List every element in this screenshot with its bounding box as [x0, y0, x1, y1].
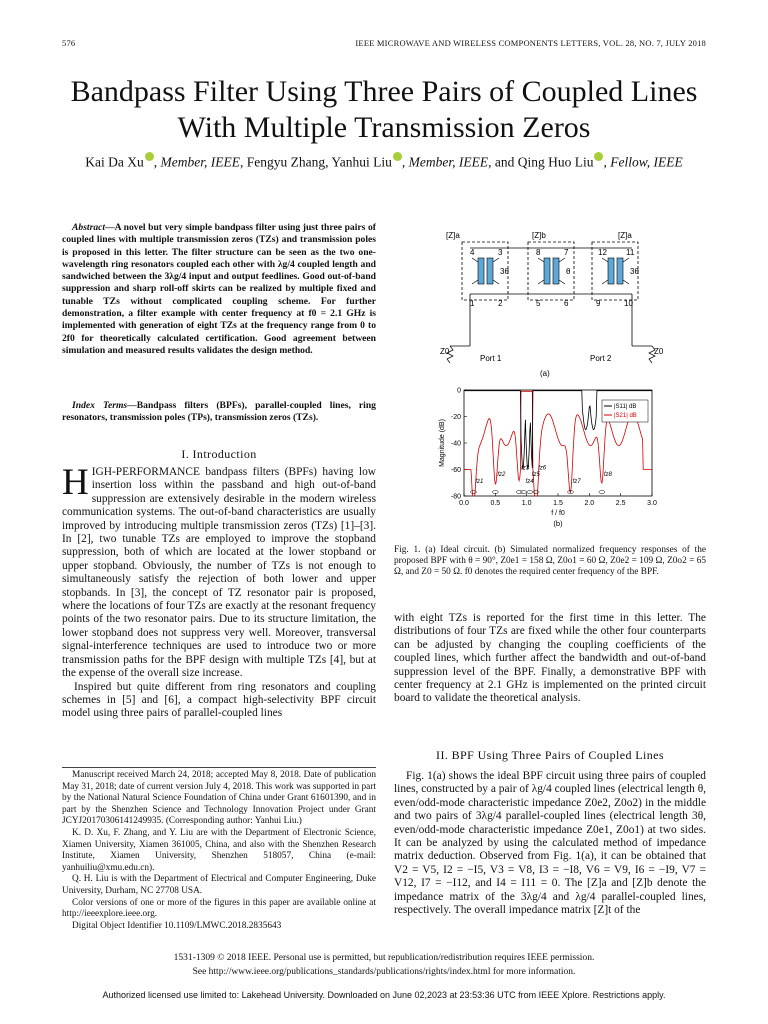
y-tick-label: -60: [450, 467, 461, 474]
footnote: Digital Object Identifier 10.1109/LMWC.2018.2835643: [72, 920, 282, 931]
y-tick-label: -40: [450, 440, 461, 448]
circuit-diagram: [440, 228, 670, 378]
impedance-label: Z0: [654, 347, 664, 356]
y-tick-label: 0: [457, 387, 461, 395]
tz-label: fz4: [525, 478, 534, 485]
abstract: [62, 222, 376, 357]
drop-cap: H: [62, 462, 89, 503]
section-heading: I. Introduction: [181, 447, 257, 461]
index-terms-text: —Bandpass filters (BPFs), parallel-coupled lines, ring resonators, transmission poles (TPs), transmission zeros (TZs).: [62, 400, 376, 424]
intro-paragraph: IGH-PERFORMANCE bandpass filters (BPFs) having low insertion loss within the passband and high out-of-band suppression are extensively desirable in the modern wireless communication systems. The out-of-band characteristics are usually improved by introducing multiple transmission zeros (TZs) [1]–[3]. In [2], two tunable TZs are employed to improve the stopband suppression, both of which are located at the lower stopband or upper stopband. Obviously, the number of TZs is not enough to simultaneously satisfy the rejection of both lower and upper stopbands. In [3], the concept of TZ resonator pair is proposed, where the locations of four TZs are exactly at the resonant frequency points of the two resonator pairs. Due to its structure limitation, the lower stopband does not suppress very well. Moreover, transversal signal-interference techniques are used to introduce two or more transmission paths for the BPF design with multiple TZs [4], but at the expense of the overall size increase.: [62, 466, 376, 680]
tz-label: fz3: [521, 465, 530, 472]
footnote: Manuscript received March 24, 2018; accepted May 8, 2018. Date of publication May 31, 2018; date of current version July 4, 2018. This work was supported in part by the National Natural Science Foundation of China under Grant 61601390, and in part by the Shenzhen Science and Technology Innovation Project under Grant JCYJ20170306141249935. (Corresponding author: Yanhui Liu.): [62, 770, 376, 827]
tz-label: fz5: [531, 472, 540, 479]
tz-marker: [599, 491, 605, 494]
legend-label: |S21| dB: [614, 413, 637, 419]
impedance-label: Z0: [440, 347, 450, 356]
introduction: [62, 462, 376, 721]
tz-label: fz7: [572, 478, 581, 485]
journal-header: IEEE MICROWAVE AND WIRELESS COMPONENTS LETTERS, VOL. 28, NO. 7, JULY 2018: [355, 38, 706, 48]
license-note: Authorized licensed use limited to: Lakehead University. Downloaded on June 02,2023 at 23:53:36 UTC from IEEE Xplore. Restrictions apply.: [102, 990, 666, 1000]
author-name: Kai Da Xu: [85, 154, 144, 170]
tz-label: fz8: [603, 472, 612, 479]
paper-title: Bandpass Filter Using Three Pairs of Coupled Lines With Multiple Transmission Zeros: [70, 75, 698, 144]
y-tick-label: -80: [450, 493, 461, 501]
node-label: 8: [536, 248, 541, 257]
node-label: 11: [626, 248, 635, 257]
author-name: , Fengyu Zhang, Yanhui Liu: [240, 154, 392, 170]
tz-label: fz2: [497, 472, 506, 479]
node-label: 10: [624, 299, 633, 308]
y-tick-label: -20: [450, 414, 461, 421]
node-label: 1: [470, 299, 475, 308]
footnote: Color versions of one or more of the figures in this paper are available online at http://ieeexplore.ieee.org.: [62, 897, 376, 920]
author-line: [40, 152, 728, 171]
right-column-text: [394, 770, 706, 917]
footnotes: [62, 767, 376, 932]
rights-link[interactable]: See http://www.ieee.org/publications_standards/publications/rights/index.html for more information.: [192, 967, 576, 977]
x-tick-label: 2.0: [584, 500, 595, 507]
x-tick-label: 0.0: [459, 500, 469, 507]
electrical-length: 3θ: [500, 267, 509, 276]
x-tick-label: 3.0: [647, 500, 657, 507]
matrix-label: [Z]b: [532, 231, 546, 240]
body-paragraph: Fig. 1(a) shows the ideal BPF circuit using three pairs of coupled lines, constructed by a pair of λg/4 coupled lines (electrical length θ, even/odd-mode characteristic impedance Z0e2, Z0o2) in the middle and two pairs of 3λg/4 parallel-coupled lines (electrical length 3θ, even/odd-mode characteristic impedance Z0e1, Z0o1) at two sides. It can be analyzed by using the calculated method of impedance matrix deduction. Observed from Fig. 1(a), it can be obtained that V2 = V5, I2 = −I5, V3 = V8, I3 = −I8, V6 = V9, I6 = −I9, V7 = V12, I7 = −I12, and I4 = I11 = 0. The [Z]a and [Z]b denote the impedance matrix of the 3λg/4 and λg/4 parallel-coupled lines, respectively. The overall impedance matrix [Z]t of the: [394, 770, 706, 917]
node-label: 2: [498, 299, 503, 308]
index-terms: [62, 400, 376, 425]
x-tick-label: 0.5: [490, 500, 501, 507]
x-tick-label: 1.5: [553, 500, 563, 507]
node-label: 6: [564, 299, 569, 308]
section-heading: II. BPF Using Three Pairs of Coupled Lines: [436, 748, 664, 762]
author-name: , and Qing Huo Liu: [488, 154, 594, 170]
frequency-response-chart: [436, 384, 668, 532]
tz-label: fz1: [475, 478, 484, 485]
orcid-icon[interactable]: [145, 152, 154, 161]
node-label: 9: [596, 299, 601, 308]
node-label: 3: [498, 248, 503, 257]
subfigure-label: (a): [540, 369, 550, 378]
electrical-length: 3θ: [630, 267, 639, 276]
footnote: K. D. Xu, F. Zhang, and Y. Liu are with the Department of Electronic Science, Xiamen University, Xiamen 361005, China, and also with the Shenzhen Research Institute, Xiamen University, Shenzhen 518057, China (e-mail: yanhuiliu@xmu.edu.cn).: [62, 827, 376, 873]
legend-label: |S11| dB: [614, 404, 637, 410]
copyright-line: 1531-1309 © 2018 IEEE. Personal use is permitted, but republication/redistribution requires IEEE permission.: [173, 953, 595, 963]
matrix-label: [Z]a: [446, 231, 460, 240]
right-column-text: [394, 612, 706, 706]
abstract-label: Abstract: [72, 222, 106, 233]
tz-marker: [521, 491, 527, 494]
x-tick-label: 1.0: [521, 500, 532, 507]
x-tick-label: 2.5: [615, 500, 626, 507]
author-role: , Fellow, IEEE: [603, 154, 683, 170]
node-label: 5: [536, 299, 541, 308]
node-label: 4: [470, 248, 475, 257]
intro-paragraph: Inspired but quite different from ring resonators and coupling schemes in [5] and [6], a compact high-selectivity BPF circuit model using three pairs of parallel-coupled lines: [62, 680, 376, 720]
footnote: Q. H. Liu is with the Department of Electrical and Computer Engineering, Duke University, Durham, NC 27708 USA.: [62, 874, 376, 896]
subfigure-label: (b): [553, 519, 563, 528]
matrix-label: [Z]a: [618, 231, 632, 240]
author-role: , Member, IEEE: [153, 154, 240, 170]
node-label: 12: [598, 248, 607, 257]
tz-label: fz6: [538, 465, 547, 472]
tz-marker: [527, 491, 533, 494]
index-terms-label: Index Terms: [72, 400, 128, 411]
port-label: Port 2: [590, 354, 612, 363]
page-number: 576: [62, 38, 76, 48]
tz-marker: [470, 491, 476, 494]
abstract-text: —A novel but very simple bandpass filter using just three pairs of coupled lines with multiple transmission zeros (TZs) and transmission poles is proposed in this letter. The filter structure can be seen as the two one-wavelength ring resonators coupled each other with λg/4 coupled length and sandwiched between the 3λg/4 input and output feedlines. Good out-of-band suppression and sharp roll-off skirts can be realized by multiple fixed and tunable TZs without complicated coupling scheme. For further demonstration, a filter example with center frequency at f0 = 2.1 GHz is implemented with generation of eight TZs at the frequency range from 0 to 2f0 for theoretically calculated certification. Good agreement between simulation and measured results validates the design method.: [62, 222, 376, 356]
orcid-icon[interactable]: [393, 152, 402, 161]
x-axis-label: f / f0: [551, 510, 565, 517]
node-label: 7: [564, 248, 569, 257]
y-axis-label: Magnitude (dB): [439, 419, 446, 467]
author-role: , Member, IEEE: [401, 154, 489, 170]
figure-caption: Fig. 1. (a) Ideal circuit. (b) Simulated normalized frequency responses of the proposed BPF with θ = 90°, Z0e1 = 158 Ω, Z0o1 = 60 Ω, Z0e2 = 109 Ω, Z0o2 = 65 Ω, and Z0 = 50 Ω. f0 denotes the required center frequency of the BPF.: [394, 545, 706, 578]
electrical-length: θ: [566, 267, 571, 276]
port-label: Port 1: [480, 354, 502, 363]
body-paragraph: with eight TZs is reported for the first time in this letter. The distributions of four TZs are fixed while the other four counterparts can be adjusted by changing the coupling coefficients of the coupled lines, which further affect the bandwidth and out-of-band suppression level of the BPF. Finally, a demonstrative BPF with center frequency at 2.1 GHz is implemented on the printed circuit board to validate the theoretical analysis.: [394, 612, 706, 705]
